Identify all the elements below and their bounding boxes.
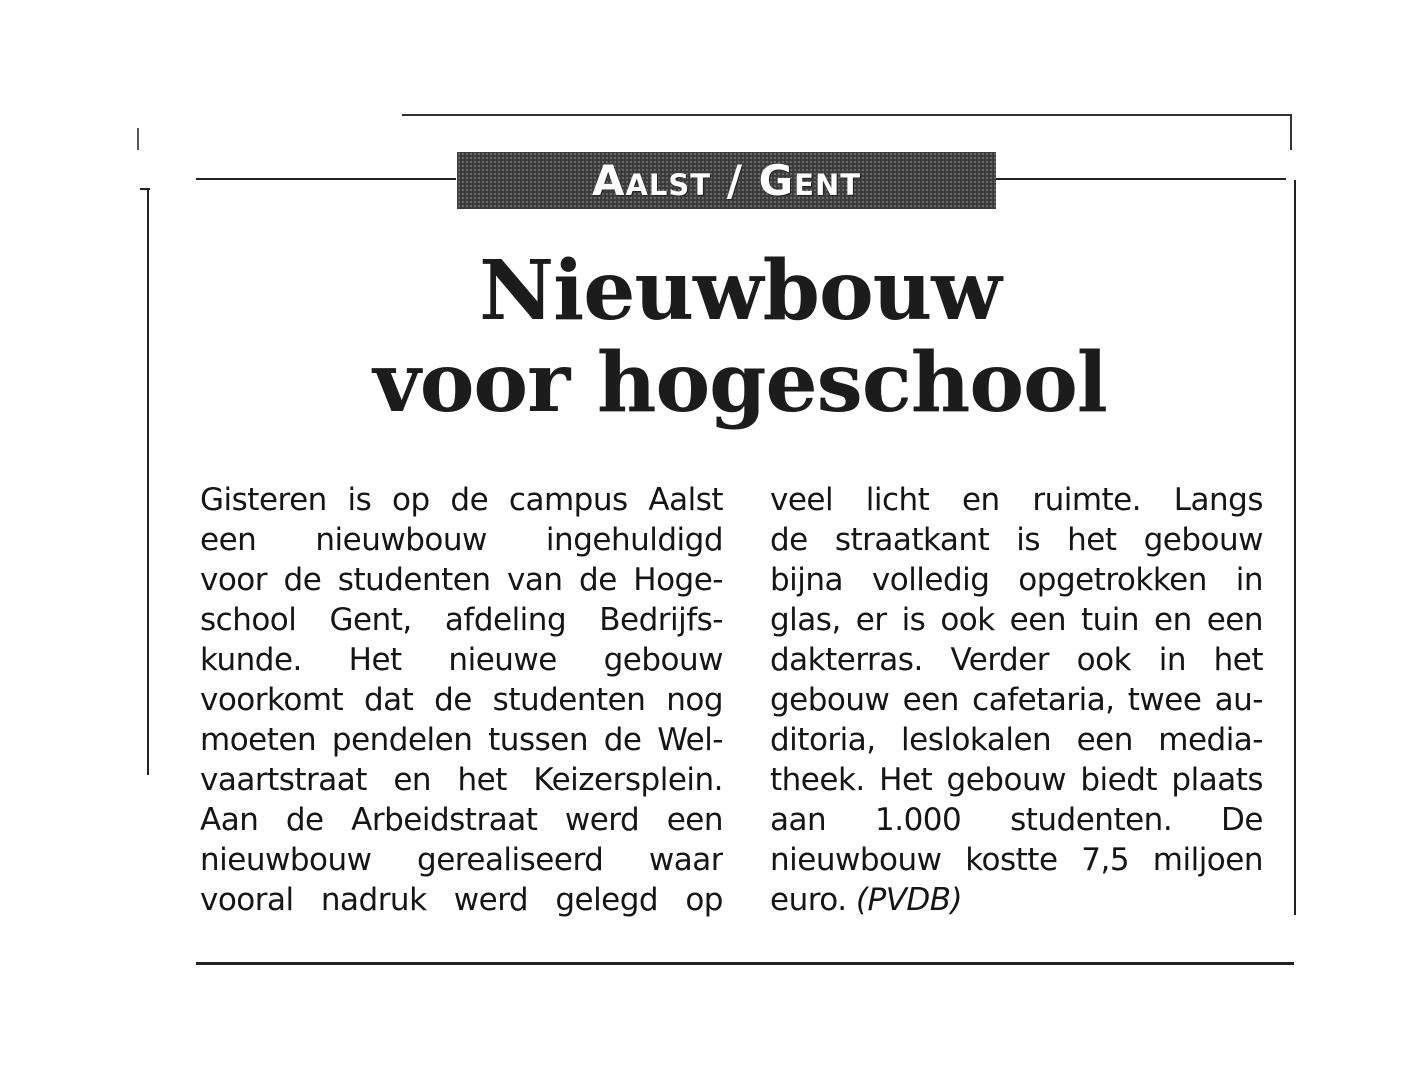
kicker-rule-left	[196, 178, 456, 180]
bottom-rule	[196, 962, 1294, 965]
kicker-banner	[457, 152, 996, 209]
body-line: Gisteren is op de campus Aalst	[200, 482, 723, 518]
right-rule-top	[1290, 114, 1292, 150]
body-line: vaartstraat en het Keizersplein.	[200, 762, 723, 798]
body-line: nieuwbouw kostte 7,5 miljoen	[770, 842, 1263, 878]
body-line: een nieuwbouw ingehuldigd	[200, 522, 723, 558]
body-line: gebouw een cafetaria, twee au-	[770, 682, 1263, 718]
headline-line-1: Nieuwbouw	[479, 243, 1001, 339]
body-last-text: euro.	[770, 882, 856, 918]
kicker-rule-right	[996, 178, 1286, 180]
body-line: veel licht en ruimte. Langs	[770, 482, 1263, 518]
body-line: voorkomt dat de studenten nog	[200, 682, 723, 718]
body-line: kunde. Het nieuwe gebouw	[200, 642, 723, 678]
article-column-left	[200, 480, 723, 920]
body-line: ditoria, leslokalen een media-	[770, 722, 1263, 758]
body-line: bijna volledig opgetrokken in	[770, 562, 1263, 598]
body-line-last	[770, 880, 1263, 920]
left-rule	[147, 190, 149, 775]
body-line: voor de studenten van de Hoge-	[200, 562, 723, 598]
author-byline: (PVDB)	[855, 882, 963, 918]
body-line: school Gent, afdeling Bedrijfs-	[200, 602, 723, 638]
top-rule	[402, 114, 1292, 116]
left-tick	[137, 128, 139, 150]
body-line: vooral nadruk werd gelegd op	[200, 882, 723, 918]
article-column-right	[770, 480, 1263, 920]
body-line: aan 1.000 studenten. De	[770, 802, 1263, 838]
body-line: de straatkant is het gebouw	[770, 522, 1263, 558]
body-line: nieuwbouw gerealiseerd waar	[200, 842, 723, 878]
body-line: moeten pendelen tussen de Wel-	[200, 722, 723, 758]
right-rule	[1294, 180, 1296, 915]
body-line: glas, er is ook een tuin en een	[770, 602, 1263, 638]
headline	[300, 245, 1180, 429]
kicker-text: Aalst / Gent	[591, 156, 861, 205]
body-line: theek. Het gebouw biedt plaats	[770, 762, 1263, 798]
body-line: Aan de Arbeidstraat werd een	[200, 802, 723, 838]
body-line: dakterras. Verder ook in het	[770, 642, 1263, 678]
headline-line-2: voor hogeschool	[373, 335, 1107, 431]
